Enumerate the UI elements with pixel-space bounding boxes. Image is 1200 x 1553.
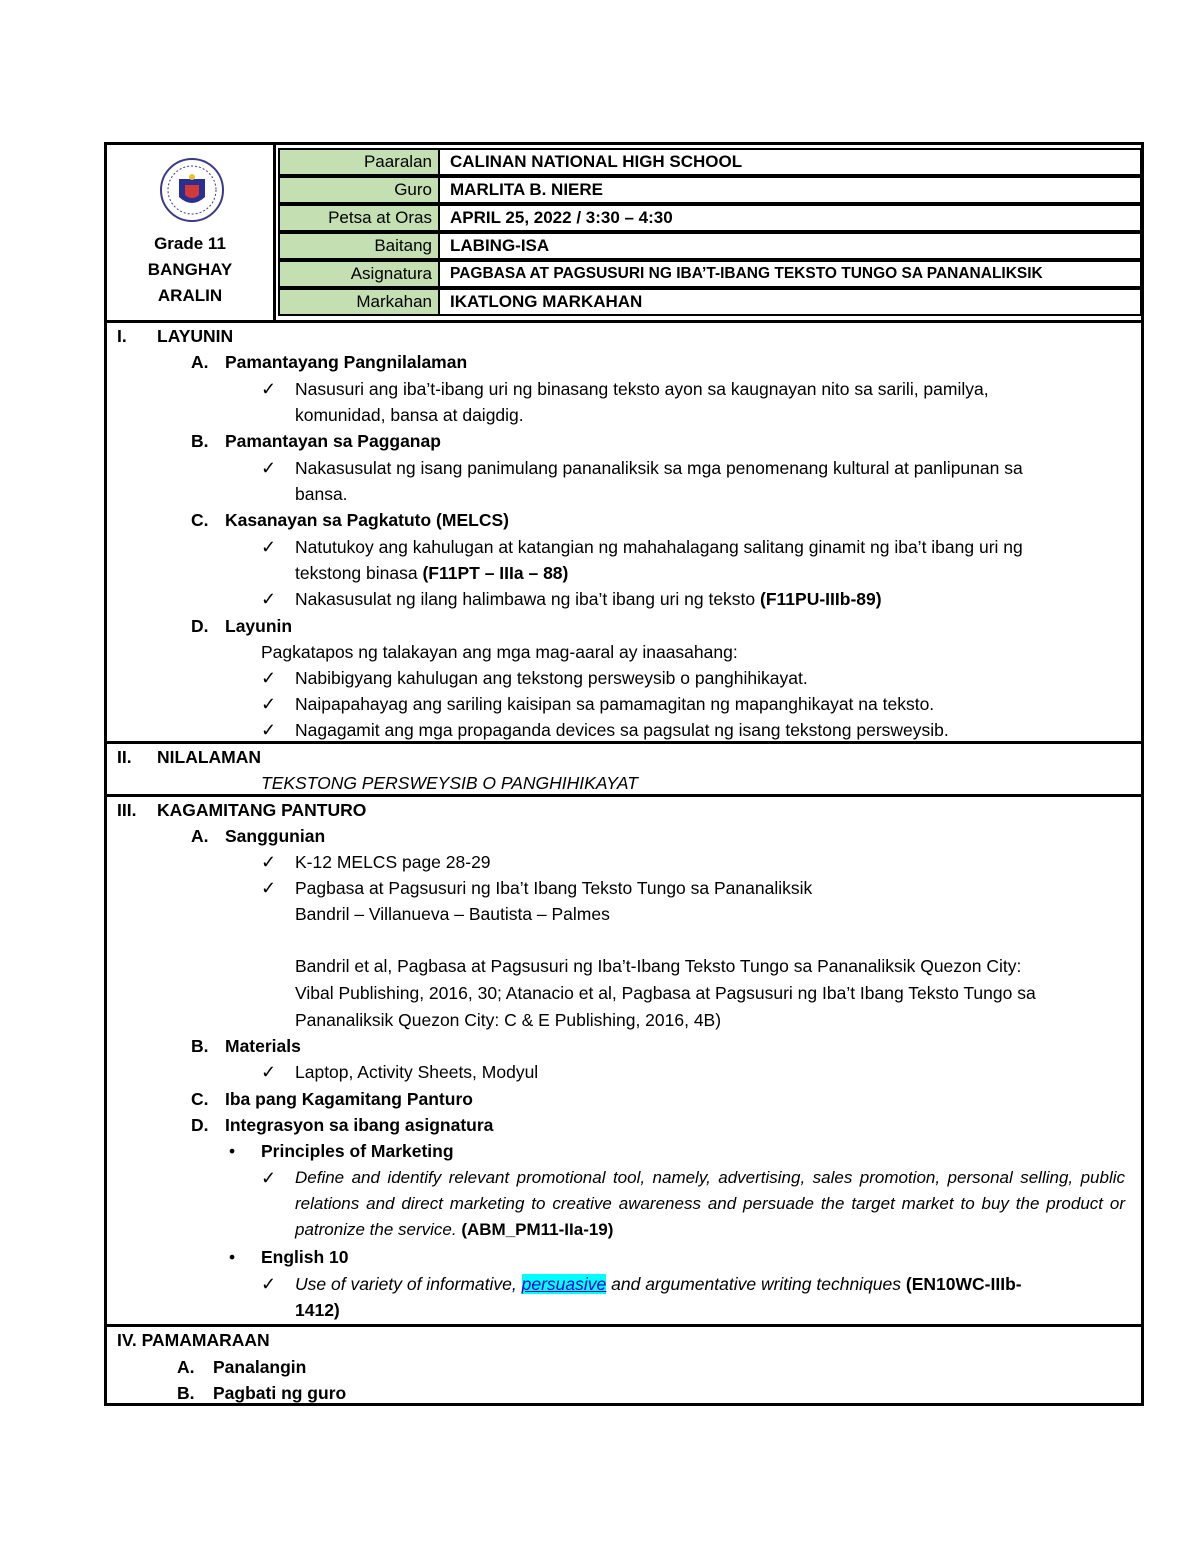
list-item: K-12 MELCS page 28-29: [295, 852, 491, 872]
subsection-letter: A.: [191, 352, 209, 372]
section-number: III.: [117, 800, 137, 820]
check-icon: ✓: [261, 694, 277, 714]
list-item: Natutukoy ang kahulugan at katangian ng mahahalagang salitang ginamit ng iba’t ibang uri ng: [295, 537, 1023, 557]
check-icon: ✓: [261, 1168, 277, 1188]
check-icon: ✓: [261, 458, 277, 478]
section-kagamitang-panturo: [107, 797, 1141, 1327]
subsection-letter: A.: [191, 826, 209, 846]
list-item-cont: komunidad, bansa at daigdig.: [295, 405, 524, 425]
grade-title: [107, 231, 273, 309]
subsection-title: Pagbati ng guro: [213, 1383, 347, 1403]
subsection-title: Pamantayang Pangnilalaman: [225, 352, 468, 372]
list-item: Nagagamit ang mga propaganda devices sa pagsulat ng isang tekstong persweysib.: [295, 720, 949, 740]
deped-seal-icon: [159, 157, 225, 223]
section-title: LAYUNIN: [157, 326, 234, 346]
subsection-letter: B.: [191, 1036, 209, 1056]
content-topic: TEKSTONG PERSWEYSIB O PANGHIHIKAYAT: [261, 773, 638, 793]
reference-text: Vibal Publishing, 2016, 30; Atanacio et al, Pagbasa at Pagsusuri ng Iba’t Ibang Teksto Tungo sa: [295, 983, 1036, 1003]
item-text: Nakasusulat ng ilang halimbawa ng iba’t ibang uri ng teksto: [295, 589, 761, 609]
section-title: IV. PAMAMARAAN: [117, 1330, 270, 1350]
header-section: [107, 145, 1141, 323]
subsection-letter: C.: [191, 1089, 209, 1109]
highlighted-word: persuasive: [521, 1274, 607, 1294]
info-row-markahan: [278, 288, 1142, 316]
check-icon: ✓: [261, 878, 277, 898]
english-competency: [295, 1271, 1022, 1297]
check-icon: ✓: [261, 589, 277, 609]
list-item: Laptop, Activity Sheets, Modyul: [295, 1062, 539, 1082]
competency-code: (F11PT – IIIa – 88): [422, 563, 569, 583]
check-icon: ✓: [261, 852, 277, 872]
grade-label: Grade 11: [154, 234, 226, 253]
section-layunin: [107, 323, 1141, 744]
lesson-plan-table: [104, 142, 1144, 1406]
subsection-letter: B.: [177, 1383, 195, 1403]
check-icon: ✓: [261, 537, 277, 557]
competency-code: (ABM_PM11-IIa-19): [461, 1220, 614, 1239]
subsection-letter: D.: [191, 616, 209, 636]
info-value: IKATLONG MARKAHAN: [450, 292, 643, 311]
subsection-title: Iba pang Kagamitang Panturo: [225, 1089, 473, 1109]
section-title: KAGAMITANG PANTURO: [157, 800, 367, 820]
info-row-baitang: [278, 232, 1142, 260]
bullet-icon: •: [229, 1141, 236, 1161]
logo-cell: [107, 145, 276, 320]
list-item: Nakasusulat ng isang panimulang pananaliksik sa mga penomenang kultural at panlipunan sa: [295, 458, 1023, 478]
info-label: Markahan: [280, 290, 440, 314]
section-number: I.: [117, 326, 127, 346]
info-row-guro: [278, 176, 1142, 204]
info-row-asignatura: [278, 260, 1142, 288]
competency-code: (EN10WC-IIIb-: [905, 1274, 1022, 1294]
item-text: Define and identify relevant promotional tool, namely, advertising, sales promotion, personal selling, public relations and direct marketing to creative awareness and persuade the target market to buy the product or patronize the service.: [295, 1168, 1125, 1239]
bullet-title: English 10: [261, 1247, 349, 1267]
subsection-title: Layunin: [225, 616, 293, 636]
bullet-icon: •: [229, 1247, 236, 1267]
section-pamamaraan: [107, 1327, 1141, 1403]
competency-code: (F11PU-IIIb-89): [760, 589, 882, 609]
subsection-title: Sanggunian: [225, 826, 326, 846]
check-icon: ✓: [261, 1062, 277, 1082]
list-item: Naipapahayag ang sariling kaisipan sa pamamagitan ng mapanghikayat na teksto.: [295, 694, 935, 714]
info-label: Baitang: [280, 234, 440, 258]
list-item-cont: bansa.: [295, 484, 348, 504]
list-item: [295, 586, 882, 612]
info-row-paaralan: [278, 148, 1142, 176]
subsection-title: Materials: [225, 1036, 301, 1056]
list-item: Nasusuri ang iba’t-ibang uri ng binasang teksto ayon sa kaugnayan nito sa sarili, pamilya,: [295, 379, 989, 399]
info-value: APRIL 25, 2022 / 3:30 – 4:30: [450, 208, 673, 227]
authors-text: Bandril – Villanueva – Bautista – Palmes: [295, 904, 610, 924]
info-label: Paaralan: [280, 150, 440, 174]
subsection-title: Integrasyon sa ibang asignatura: [225, 1115, 494, 1135]
info-label: Petsa at Oras: [280, 206, 440, 230]
info-value: MARLITA B. NIERE: [450, 180, 603, 199]
check-icon: ✓: [261, 379, 277, 399]
info-value: CALINAN NATIONAL HIGH SCHOOL: [450, 152, 743, 171]
item-text: and argumentative writing techniques: [606, 1274, 906, 1294]
subsection-letter: B.: [191, 431, 209, 451]
list-item: Nabibigyang kahulugan ang tekstong persweysib o panghihikayat.: [295, 668, 808, 688]
info-value: PAGBASA AT PAGSUSURI NG IBA’T-IBANG TEKSTO TUNGO SA PANANALIKSIK: [450, 265, 1043, 282]
marketing-competency: [295, 1165, 1125, 1243]
subsection-letter: D.: [191, 1115, 209, 1135]
bullet-title: Principles of Marketing: [261, 1141, 454, 1161]
section-number: II.: [117, 747, 132, 767]
subsection-letter: C.: [191, 510, 209, 530]
item-text: tekstong binasa: [295, 563, 423, 583]
item-text: Use of variety of informative,: [295, 1274, 522, 1294]
info-label: Guro: [280, 178, 440, 202]
section-title: NILALAMAN: [157, 747, 262, 767]
check-icon: ✓: [261, 1274, 277, 1294]
title-line-1: BANGHAY: [147, 260, 233, 279]
title-line-2: ARALIN: [157, 286, 223, 305]
check-icon: ✓: [261, 720, 277, 740]
info-row-petsa: [278, 204, 1142, 232]
check-icon: ✓: [261, 668, 277, 688]
info-label: Asignatura: [280, 262, 440, 286]
section-nilalaman: [107, 744, 1141, 797]
subsection-title: Kasanayan sa Pagkatuto (MELCS): [225, 510, 509, 530]
info-value: LABING-ISA: [450, 236, 550, 255]
list-item-cont: [295, 560, 568, 586]
subsection-title: Panalangin: [213, 1357, 307, 1377]
reference-text: Bandril et al, Pagbasa at Pagsusuri ng Iba’t-Ibang Teksto Tungo sa Pananaliksik Quezon City:: [295, 956, 1022, 976]
subsection-letter: A.: [177, 1357, 195, 1377]
intro-text: Pagkatapos ng talakayan ang mga mag-aaral ay inaasahang:: [261, 642, 738, 662]
reference-text: Pananaliksik Quezon City: C & E Publishing, 2016, 4B): [295, 1010, 722, 1030]
competency-code-cont: 1412): [295, 1300, 340, 1320]
list-item: Pagbasa at Pagsusuri ng Iba’t Ibang Teksto Tungo sa Pananaliksik: [295, 878, 813, 898]
subsection-title: Pamantayan sa Pagganap: [225, 431, 441, 451]
